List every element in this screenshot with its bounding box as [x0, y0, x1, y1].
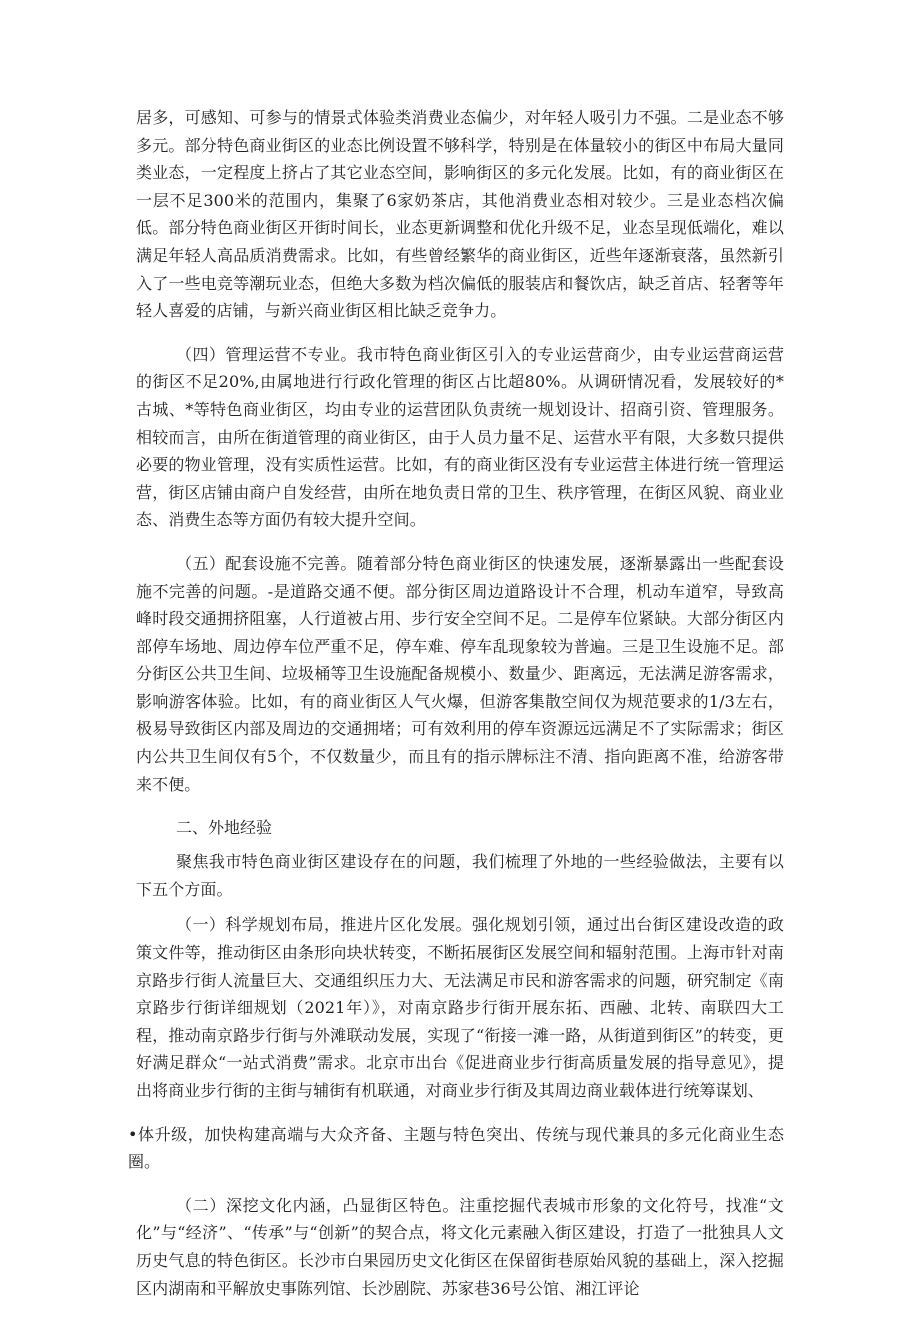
paragraph-management-operation: （四）管理运营不专业。我市特色商业街区引入的专业运营商少，由专业运营商运营的街区不足20%,由属地进行行政化管理的街区占比超80%。从调研情况看，发展较好的*古城、*等特色商业街区，均由专业的运营团队负责统一规划设计、招商引资、管理服务。相较而言，由所在街道管理的商业街区，由于人员力量不足、运营水平有限，大多数只提供必要的物业管理，没有实质性运营。比如，有的商业街区没有专业运营主体进行统一管理运营，街区店铺由商户自发经营，由所在地负责日常的卫生、秩序管理，在街区风貌、商业业态、消费生态等方面仍有较大提升空间。 — [136, 344, 784, 530]
paragraph-cultural-connotation: （二）深挖文化内涵，凸显街区特色。注重挖掘代表城市形象的文化符号，找准“文化”与“经济”、“传承”与“创新”的契合点，将文化元素融入街区建设，打造了一批独具人文历史气息的特色街区。长沙市白果园历史文化街区在保留街巷原始风貌的基础上，深入挖掘区内湖南和平解放史事陈列馆、长沙剧院、苏家巷36号公馆、湘江评论 — [136, 1195, 784, 1298]
document-page — [128, 104, 784, 1318]
paragraph-bullet-continuation: •体升级，加快构建高端与大众齐备、主题与特色突出、传统与现代兼具的多元化商业生态圈。 — [128, 1124, 784, 1172]
paragraph-business-formats: 居多，可感知、可参与的情景式体验类消费业态偏少，对年轻人吸引力不强。二是业态不够多元。部分特色商业街区的业态比例设置不够科学，特别是在体量较小的街区中布局大量同类业态，一定程度上挤占了其它业态空间，影响街区的多元化发展。比如，有的商业街区在一层不足300米的范围内，集聚了6家奶茶店，其他消费业态相对较少。三是业态档次偏低。部分特色商业街区开街时间长，业态更新调整和优化升级不足，业态呈现低端化，难以满足年轻人高品质消费需求。比如，有些曾经繁华的商业街区，近些年逐渐衰落，虽然新引入了一些电竞等潮玩业态，但绝大多数为档次偏低的服装店和餐饮店，缺乏首店、轻奢等年轻人喜爱的店铺，与新兴商业街区相比缺乏竞争力。 — [136, 108, 784, 321]
section-heading-external-experience: 二、外地经验 — [176, 818, 273, 838]
paragraph-planning-layout: （一）科学规划布局，推进片区化发展。强化规划引领，通过出台街区建设改造的政策文件等，推动街区由条形向块状转变，不断拓展街区发展空间和辐射范围。上海市针对南京路步行街人流量巨大、交通组织压力大、无法满足市民和游客需求的问题，研究制定《南京路步行街详细规划（2021年）》，对南京路步行街开展东拓、西融、北转、南联四大工程，推动南京路步行街与外滩联动发展，实现了“衔接一滩一路，从街道到街区”的转变，更好满足群众“一站式消费”需求。北京市出台《促进商业步行街高质量发展的指导意见》，提出将商业步行街的主街与辅街有机联通，对商业步行街及其周边商业载体进行统筹谋划、 — [136, 915, 784, 1100]
paragraph-supporting-facilities: （五）配套设施不完善。随着部分特色商业街区的快速发展，逐渐暴露出一些配套设施不完善的问题。-是道路交通不便。部分街区周边道路设计不合理，机动车道窄，导致高峰时段交通拥挤阻塞，人行道被占用、步行安全空间不足。二是停车位紧缺。大部分街区内部停车场地、周边停车位严重不足，停车难、停车乱现象较为普遍。三是卫生设施不足。部分街区公共卫生间、垃圾桶等卫生设施配备规模小、数量少、距离远，无法满足游客需求，影响游客体验。比如，有的商业街区人气火爆，但游客集散空间仅为规范要求的1/3左右，极易导致街区内部及周边的交通拥堵；可有效利用的停车资源远远满足不了实际需求；街区内公共卫生间仅有5个，不仅数量少，而且有的指示牌标注不清、指向距离不准，给游客带来不便。 — [136, 553, 784, 794]
paragraph-experience-intro: 聚焦我市特色商业街区建设存在的问题，我们梳理了外地的一些经验做法，主要有以下五个方面。 — [136, 852, 784, 899]
